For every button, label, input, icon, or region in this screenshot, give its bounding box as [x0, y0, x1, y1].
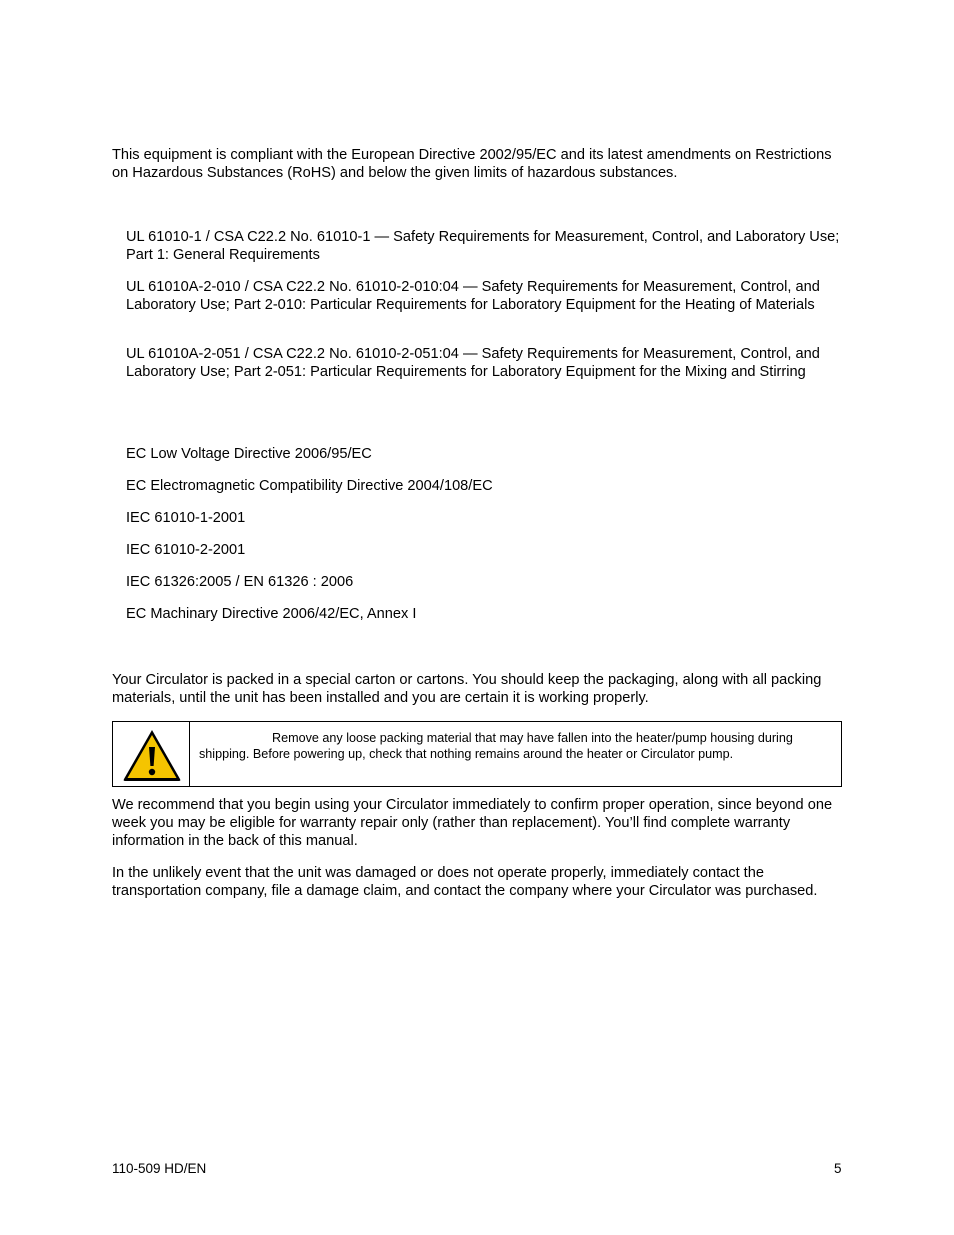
ec-standard-item: IEC 61010-1-2001	[126, 510, 246, 526]
recommend-paragraph: We recommend that you begin using your Circulator immediately to confirm proper operation, since beyond one week you may be eligible for warranty repair only (rather than replacement). You’ll find complete warranty information in the back of this manual.	[112, 797, 833, 849]
rohs-compliance-paragraph: This equipment is compliant with the European Directive 2002/95/EC and its latest amendments on Restrictions on Hazardous Substances (RoHS) and below the given limits of hazardous substances.	[112, 147, 832, 181]
packing-paragraph: Your Circulator is packed in a special carton or cartons. You should keep the packaging, along with all packing materials, until the unit has been installed and you are certain it is working properly.	[112, 672, 822, 706]
ec-standard-item: EC Electromagnetic Compatibility Directive 2004/108/EC	[126, 478, 493, 494]
ul-standard-item: UL 61010-1 / CSA C22.2 No. 61010-1 — Safety Requirements for Measurement, Control, and Laboratory Use; Part 1: General Requirements	[126, 229, 840, 263]
ul-standard-item: UL 61010A-2-051 / CSA C22.2 No. 61010-2-051:04 — Safety Requirements for Measurement, Control, and Laboratory Use; Part 2-051: Particular Requirements for Laboratory Equipment for the Mixing and Stirring	[126, 346, 820, 380]
warning-text	[199, 730, 829, 762]
ec-standard-item: EC Machinary Directive 2006/42/EC, Annex I	[126, 606, 417, 622]
ec-standard-item: IEC 61010-2-2001	[126, 542, 246, 558]
warning-triangle-icon	[121, 727, 183, 783]
warning-icon-cell	[113, 722, 190, 786]
ec-standard-item: EC Low Voltage Directive 2006/95/EC	[126, 446, 372, 462]
damage-paragraph: In the unlikely event that the unit was damaged or does not operate properly, immediately contact the transportation company, file a damage claim, and contact the company where your Circulator was purchased.	[112, 865, 818, 899]
footer-page-number: 5	[834, 1161, 842, 1176]
ul-standard-item: UL 61010A-2-010 / CSA C22.2 No. 61010-2-010:04 — Safety Requirements for Measurement, Control, and Laboratory Use; Part 2-010: Particular Requirements for Laboratory Equipment for the Heating of Materials	[126, 279, 820, 313]
warning-callout	[112, 721, 842, 787]
warning-message: Remove any loose packing material that may have fallen into the heater/pump housing during shipping. Before powering up, check that nothing remains around the heater or Circulator pump.	[199, 731, 793, 761]
ec-standard-item: IEC 61326:2005 / EN 61326 : 2006	[126, 574, 354, 590]
footer-doc-number: 110-509 HD/EN	[112, 1161, 207, 1176]
